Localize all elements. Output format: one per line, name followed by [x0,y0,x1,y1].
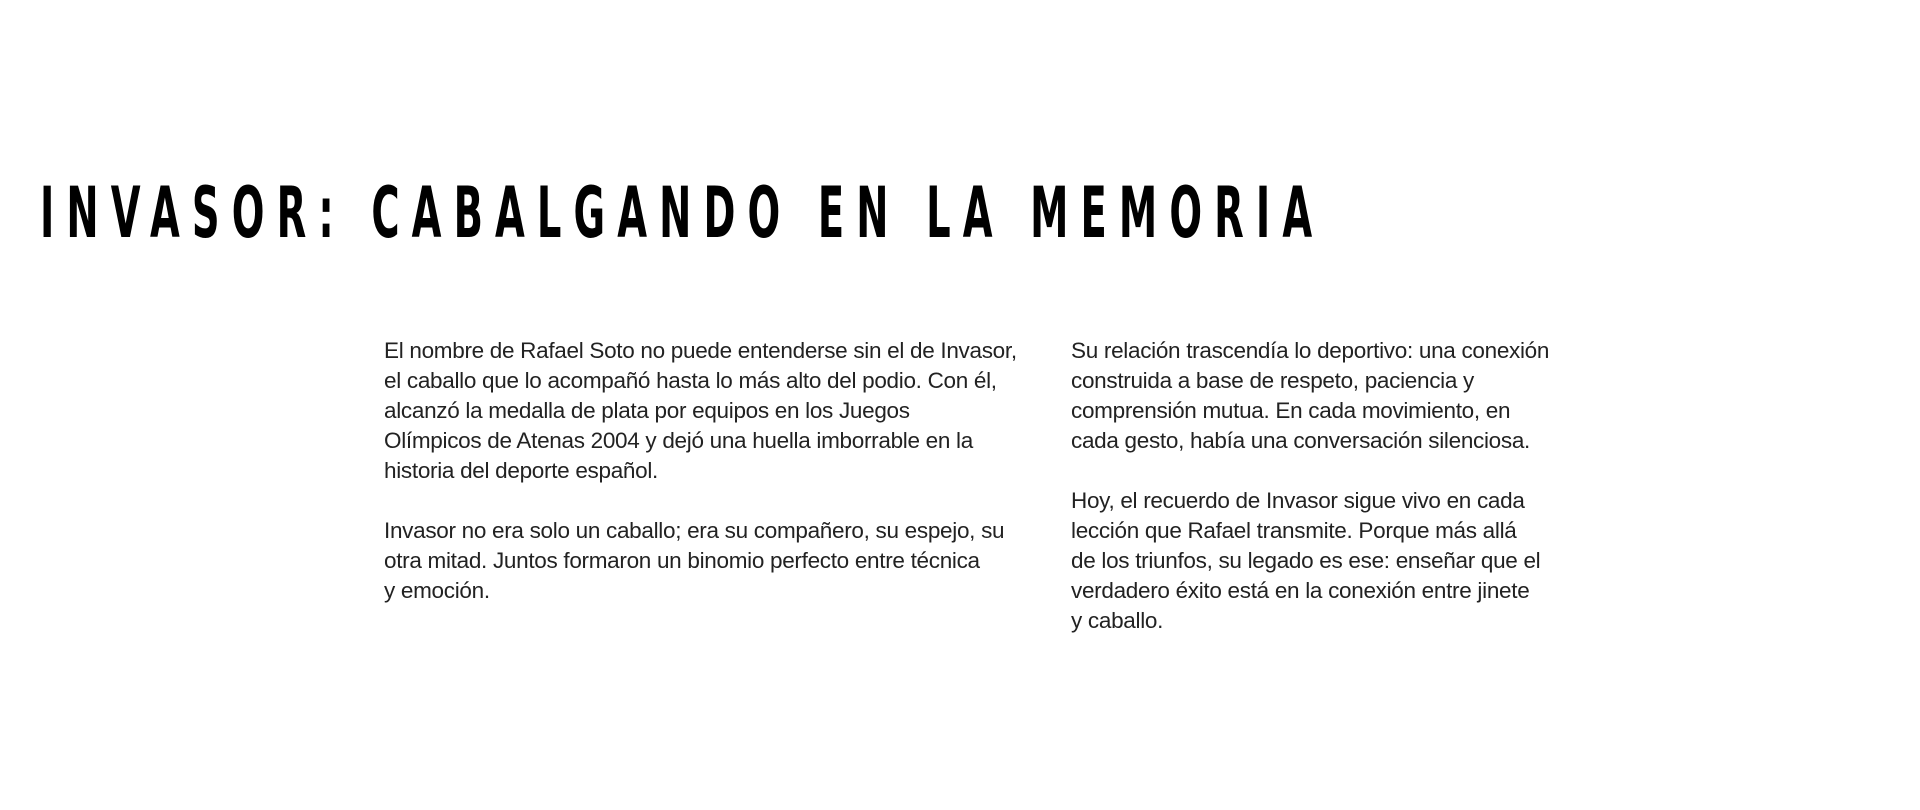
paragraph-rafael-invasor: El nombre de Rafael Soto no puede entenderse sin el de Invasor, el caballo que lo acompañó hasta lo más alto del podio. Con él, alcanzó la medalla de plata por equipos en los Juegos Olímpicos de Atenas 2004 y dejó una huella imborrable en la historia del deporte español. [384,338,1017,483]
paragraph-companion: Invasor no era solo un caballo; era su compañero, su espejo, su otra mitad. Juntos formaron un binomio perfecto entre técnica y emoción. [384,518,1005,603]
paragraph-relationship: Su relación trascendía lo deportivo: una conexión construida a base de respeto, paciencia y comprensión mutua. En cada movimiento, en cada gesto, había una conversación silenciosa. [1071,338,1550,453]
text-column-left [384,336,1034,636]
paragraph-legacy: Hoy, el recuerdo de Invasor sigue vivo en cada lección que Rafael transmite. Porque más allá de los triunfos, su legado es ese: enseñar que el verdadero éxito está en la conexión entre jinete y caballo. [1071,488,1541,633]
page-title: INVASOR: CABALGANDO EN LA MEMORIA [40,172,1325,254]
text-column-right [1071,336,1591,666]
